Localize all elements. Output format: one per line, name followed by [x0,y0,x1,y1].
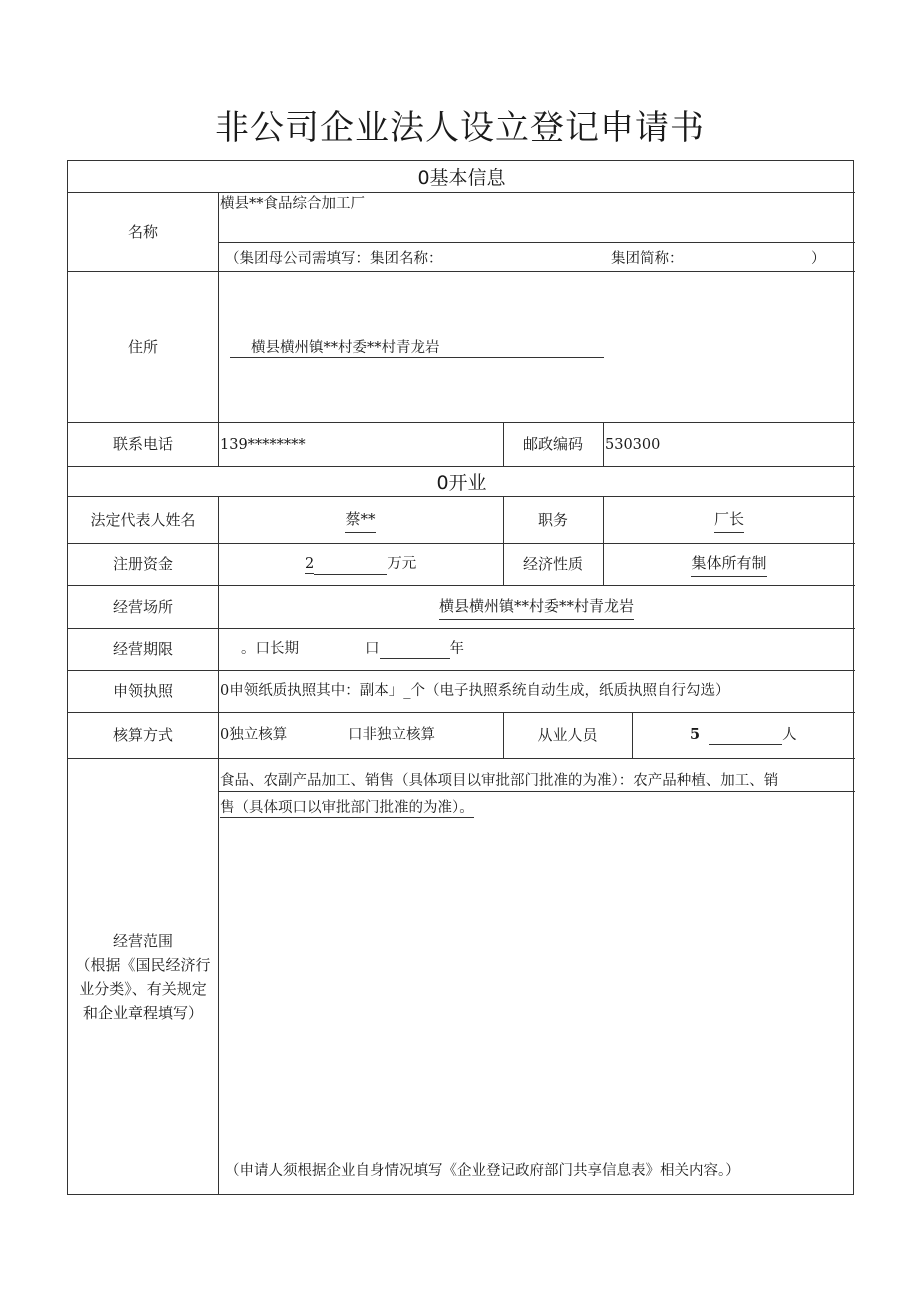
scope-label [68,758,218,1195]
employees-value[interactable]: 5 [690,726,701,743]
premises-value[interactable]: 横县横州镇**村委**村青龙岩 [439,594,634,620]
address-label: 住所 [127,337,158,356]
section-basic-info: 0基本信息 [417,167,506,189]
employees-field [690,725,797,745]
postcode-label: 邮政编码 [522,435,583,453]
row-divider [218,791,855,792]
term-long-option[interactable]: 。口长期 [241,641,299,657]
license-value[interactable]: 0申领纸质执照其中：副本」_个（电子执照系统自动生成，纸质执照自行勾选） [220,683,730,699]
legal-rep-label: 法定代表人姓名 [90,510,196,529]
phone-label: 联系电话 [112,435,173,453]
premises-label: 经营场所 [112,597,173,616]
phone-value[interactable]: 139******** [220,437,306,453]
scope-label-line3: 业分类》、有关规定 [79,979,207,998]
capital-unit: 万元 [387,556,417,572]
employees-label: 从业人员 [537,726,598,744]
col-divider [218,192,219,466]
legal-rep-cell [218,496,503,543]
term-years-field [365,639,464,659]
position-value[interactable]: 厂长 [714,507,744,533]
employees-unit: 人 [782,727,797,743]
row-divider [218,242,855,243]
capital-value[interactable]: 2 [305,556,315,572]
group-note-end: ） [811,251,826,267]
legal-rep-value[interactable]: 蔡** [345,507,375,533]
scope-line2-wrap [220,798,474,818]
nature-cell [603,543,855,585]
postcode-value[interactable]: 530300 [605,437,661,453]
capital-field [305,554,416,575]
group-note-start: （集团母公司需填写：集团名称： [225,251,443,267]
scope-label-line2: （根据《国民经济行 [75,955,211,974]
scope-line2[interactable]: 售（具体项口以审批部门批准的为准）。 [220,800,474,816]
scope-label-line4: 和企业章程填写） [82,1003,203,1022]
accounting-non-independent-option[interactable]: 口非独立核算 [348,727,435,743]
term-years-unit: 年 [449,641,464,657]
term-years-blank[interactable] [380,642,450,659]
accounting-independent-option[interactable]: 0独立核算 [220,727,288,743]
name-value[interactable]: 横县**食品综合加工厂 [220,196,365,212]
license-label: 申领执照 [112,682,173,700]
term-years-option[interactable]: 口 [365,641,380,657]
capital-blank [314,558,387,575]
name-label: 名称 [127,222,158,241]
nature-value[interactable]: 集体所有制 [691,551,766,577]
address-underline [230,357,604,358]
term-label: 经营期限 [112,640,173,658]
col-divider [603,422,604,466]
section-open: 0开业 [436,471,487,494]
scope-line1[interactable]: 食品、农副产品加工、销售（具体项目以审批部门批准的为准）：农产品种植、加工、销 [220,773,779,789]
address-value[interactable]: 横县横州镇**村委**村青龙岩 [251,340,440,356]
col-divider [632,712,633,758]
employees-blank [709,728,782,745]
position-label: 职务 [537,510,568,529]
capital-label: 注册资金 [112,555,173,573]
position-cell [603,496,855,543]
application-form-table [67,160,854,1195]
accounting-label: 核算方式 [112,726,173,744]
group-note-short: 集团简称： [611,251,684,267]
nature-label: 经济性质 [522,555,583,573]
scope-label-line1: 经营范围 [112,931,173,950]
scope-note: （申请人须根据企业自身情况填写《企业登记政府部门共享信息表》相关内容。） [225,1163,740,1179]
premises-cell [218,585,855,628]
page-title: 非公司企业法人设立登记申请书 [215,108,705,148]
